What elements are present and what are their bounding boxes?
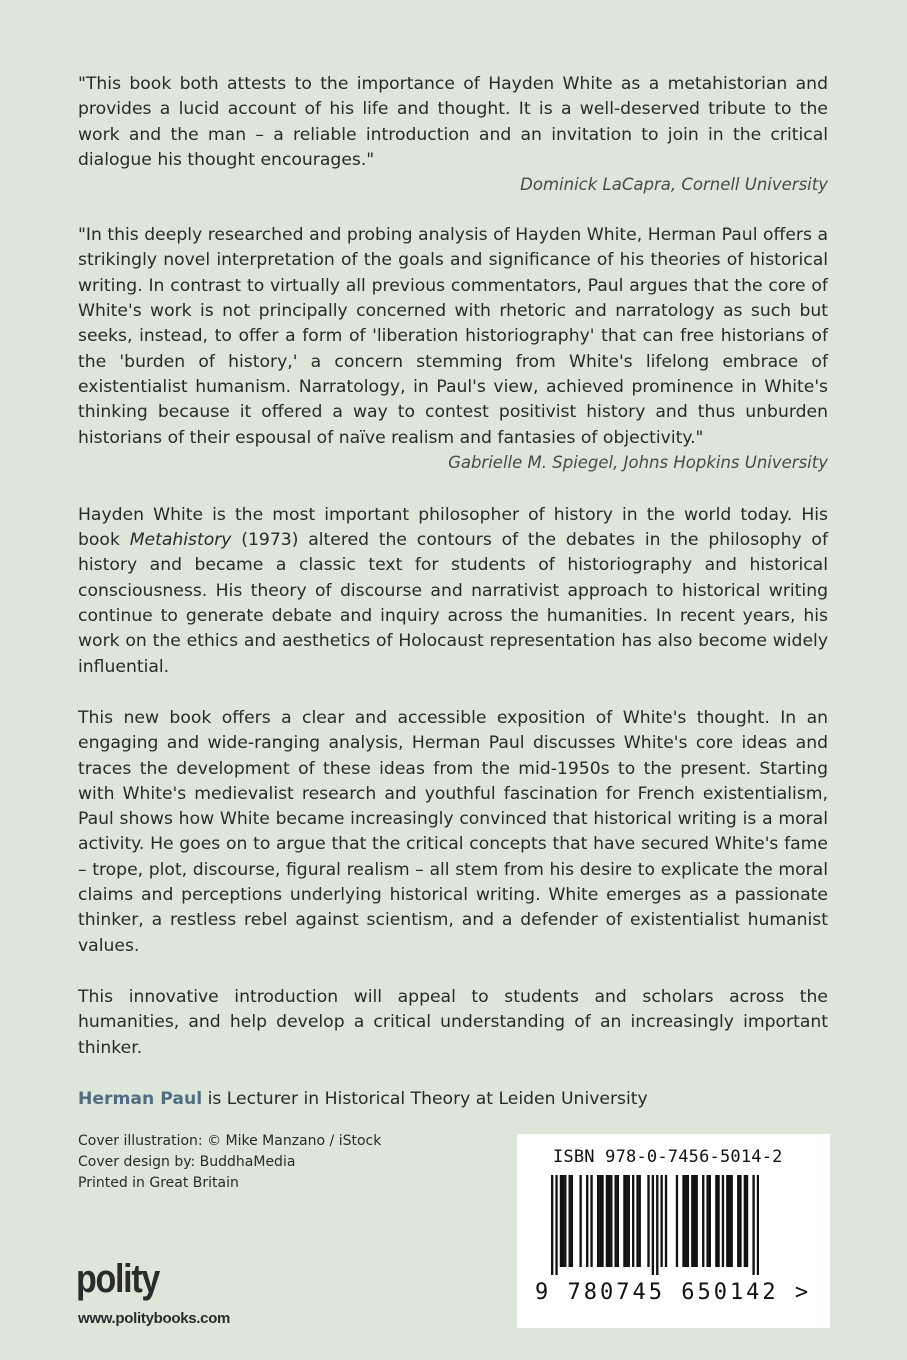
barcode-panel (517, 1134, 830, 1328)
barcode-bar (737, 1175, 739, 1267)
barcode-bar (569, 1175, 571, 1267)
quote-spiegel: "In this deeply researched and probing analysis of Hayden White, Herman Paul offers a strikingly novel interpretation of the goals and significance of his theories of historical writing. In contrast to virtually all previous commentators, Paul argues that the core of White's work is not principally concerned with rhetoric and narratology as such but seeks, instead, to offer a form of 'liberation historiography' that can free historians of the 'burden of history,' a concern stemming from White's lifelong embrace of existentialist humanism. Narratology, in Paul's view, achieved prominence in White's thinking because it offered a way to contest positivist history and thus unburden historians of their espousal of naïve realism and fantasies of objectivity." (78, 225, 828, 448)
barcode-bar (571, 1175, 573, 1267)
barcode-bar (685, 1175, 687, 1267)
barcode-bar (614, 1175, 616, 1267)
barcode-bar (597, 1175, 599, 1267)
publisher-url: www.politybooks.com (78, 1310, 231, 1327)
back-cover-text (78, 72, 828, 1112)
barcode-bar (579, 1175, 581, 1267)
barcode-bar (717, 1175, 719, 1267)
barcode (551, 1175, 759, 1275)
barcode-bar (709, 1175, 711, 1267)
barcode-bar (693, 1175, 695, 1267)
polity-logo: polity (76, 1257, 160, 1301)
barcode-digits: 9 780745 650142 > (535, 1280, 812, 1305)
barcode-bar (555, 1175, 557, 1275)
barcode-bar (715, 1175, 717, 1267)
quote-attribution-spiegel: Gabrielle M. Spiegel, Johns Hopkins University (448, 452, 828, 472)
cover-credits (78, 1131, 381, 1194)
description-paragraph-1: Hayden White is the most important philosopher of history in the world today. His book Metahistory (1973) altered the contours of the debates in the philosophy of history and became a classic text for students of historiography and historical consciousness. His theory of discourse and narrativist approach to historical writing continue to generate debate and inquiry across the humanities. In recent years, his work on the ethics and aesthetics of Holocaust representation has also become widely influential. (78, 504, 828, 677)
barcode-bar (562, 1175, 564, 1267)
credit-illustration: Cover illustration: © Mike Manzano / iStock (78, 1133, 382, 1149)
barcode-bar (617, 1175, 619, 1267)
barcode-bar (682, 1175, 684, 1267)
description-paragraph-3: This innovative introduction will appeal to students and scholars across the humanities, and help develop a critical understanding of an increasingly important thinker. (78, 986, 828, 1058)
book-title-metahistory: Metahistory (129, 530, 232, 551)
barcode-bar (746, 1175, 748, 1267)
barcode-bar (757, 1175, 759, 1275)
barcode-bar (647, 1175, 649, 1267)
barcode-bar (590, 1175, 592, 1267)
barcode-bar (586, 1175, 588, 1267)
barcode-bar (696, 1175, 698, 1267)
barcode-bar (676, 1175, 678, 1267)
barcode-bar (606, 1175, 608, 1267)
barcode-bar (632, 1175, 634, 1267)
barcode-bar (601, 1175, 603, 1267)
barcode-bar (636, 1175, 638, 1267)
barcode-bar (623, 1175, 625, 1267)
barcode-bar (656, 1175, 658, 1275)
barcode-bar (608, 1175, 610, 1267)
barcode-bar (706, 1175, 708, 1267)
barcode-bar (728, 1175, 730, 1267)
barcode-bar (731, 1175, 733, 1267)
barcode-bar (551, 1175, 553, 1275)
author-name: Herman Paul (78, 1088, 203, 1109)
barcode-bar (687, 1175, 689, 1267)
credit-printed: Printed in Great Britain (78, 1175, 239, 1191)
barcode-bar (726, 1175, 728, 1267)
barcode-bar (625, 1175, 627, 1267)
barcode-bar (739, 1175, 741, 1267)
barcode-bar (560, 1175, 562, 1267)
barcode-bar (691, 1175, 693, 1267)
barcode-bar (752, 1175, 754, 1275)
quote-lacapra: "This book both attests to the importance of Hayden White as a metahistorian and provides a lucid account of his life and thought. It is a well-deserved tribute to the work and the man – a reliable introduction and an invitation to join in the critical dialogue his thought encourages." (78, 74, 828, 170)
barcode-bar (610, 1175, 612, 1267)
author-bio: Herman Paul is Lecturer in Historical Theory at Leiden University (78, 1088, 648, 1109)
isbn-label: ISBN 978-0-7456-5014-2 (553, 1147, 783, 1167)
barcode-bar (722, 1175, 724, 1267)
barcode-bar (665, 1175, 667, 1267)
quote-attribution-lacapra: Dominick LaCapra, Cornell University (520, 175, 828, 195)
barcode-bar (660, 1175, 662, 1267)
description-paragraph-2: This new book offers a clear and accessible exposition of White's thought. In an engaging and wide-ranging analysis, Herman Paul discusses White's core ideas and traces the development of these ideas from the mid-1950s to the present. Starting with White's medievalist research and youthful fascination for French existentialism, Paul shows how White became increasingly convinced that historical writing is a moral activity. He goes on to argue that the critical concepts that have secured White's fame – trope, plot, discourse, figural realism – all stem from his desire to explicate the moral claims and perceptions underlying historical writing. White emerges as a passionate thinker, a restless rebel against scientism, and a defender of existentialist humanist values. (78, 707, 828, 956)
barcode-bar (564, 1175, 566, 1267)
barcode-bar (639, 1175, 641, 1267)
barcode-bar (702, 1175, 704, 1267)
barcode-bar (744, 1175, 746, 1267)
barcode-bar (652, 1175, 654, 1275)
barcode-bar (628, 1175, 630, 1267)
barcode-bar (599, 1175, 601, 1267)
credit-design: Cover design by: BuddhaMedia (78, 1154, 296, 1170)
